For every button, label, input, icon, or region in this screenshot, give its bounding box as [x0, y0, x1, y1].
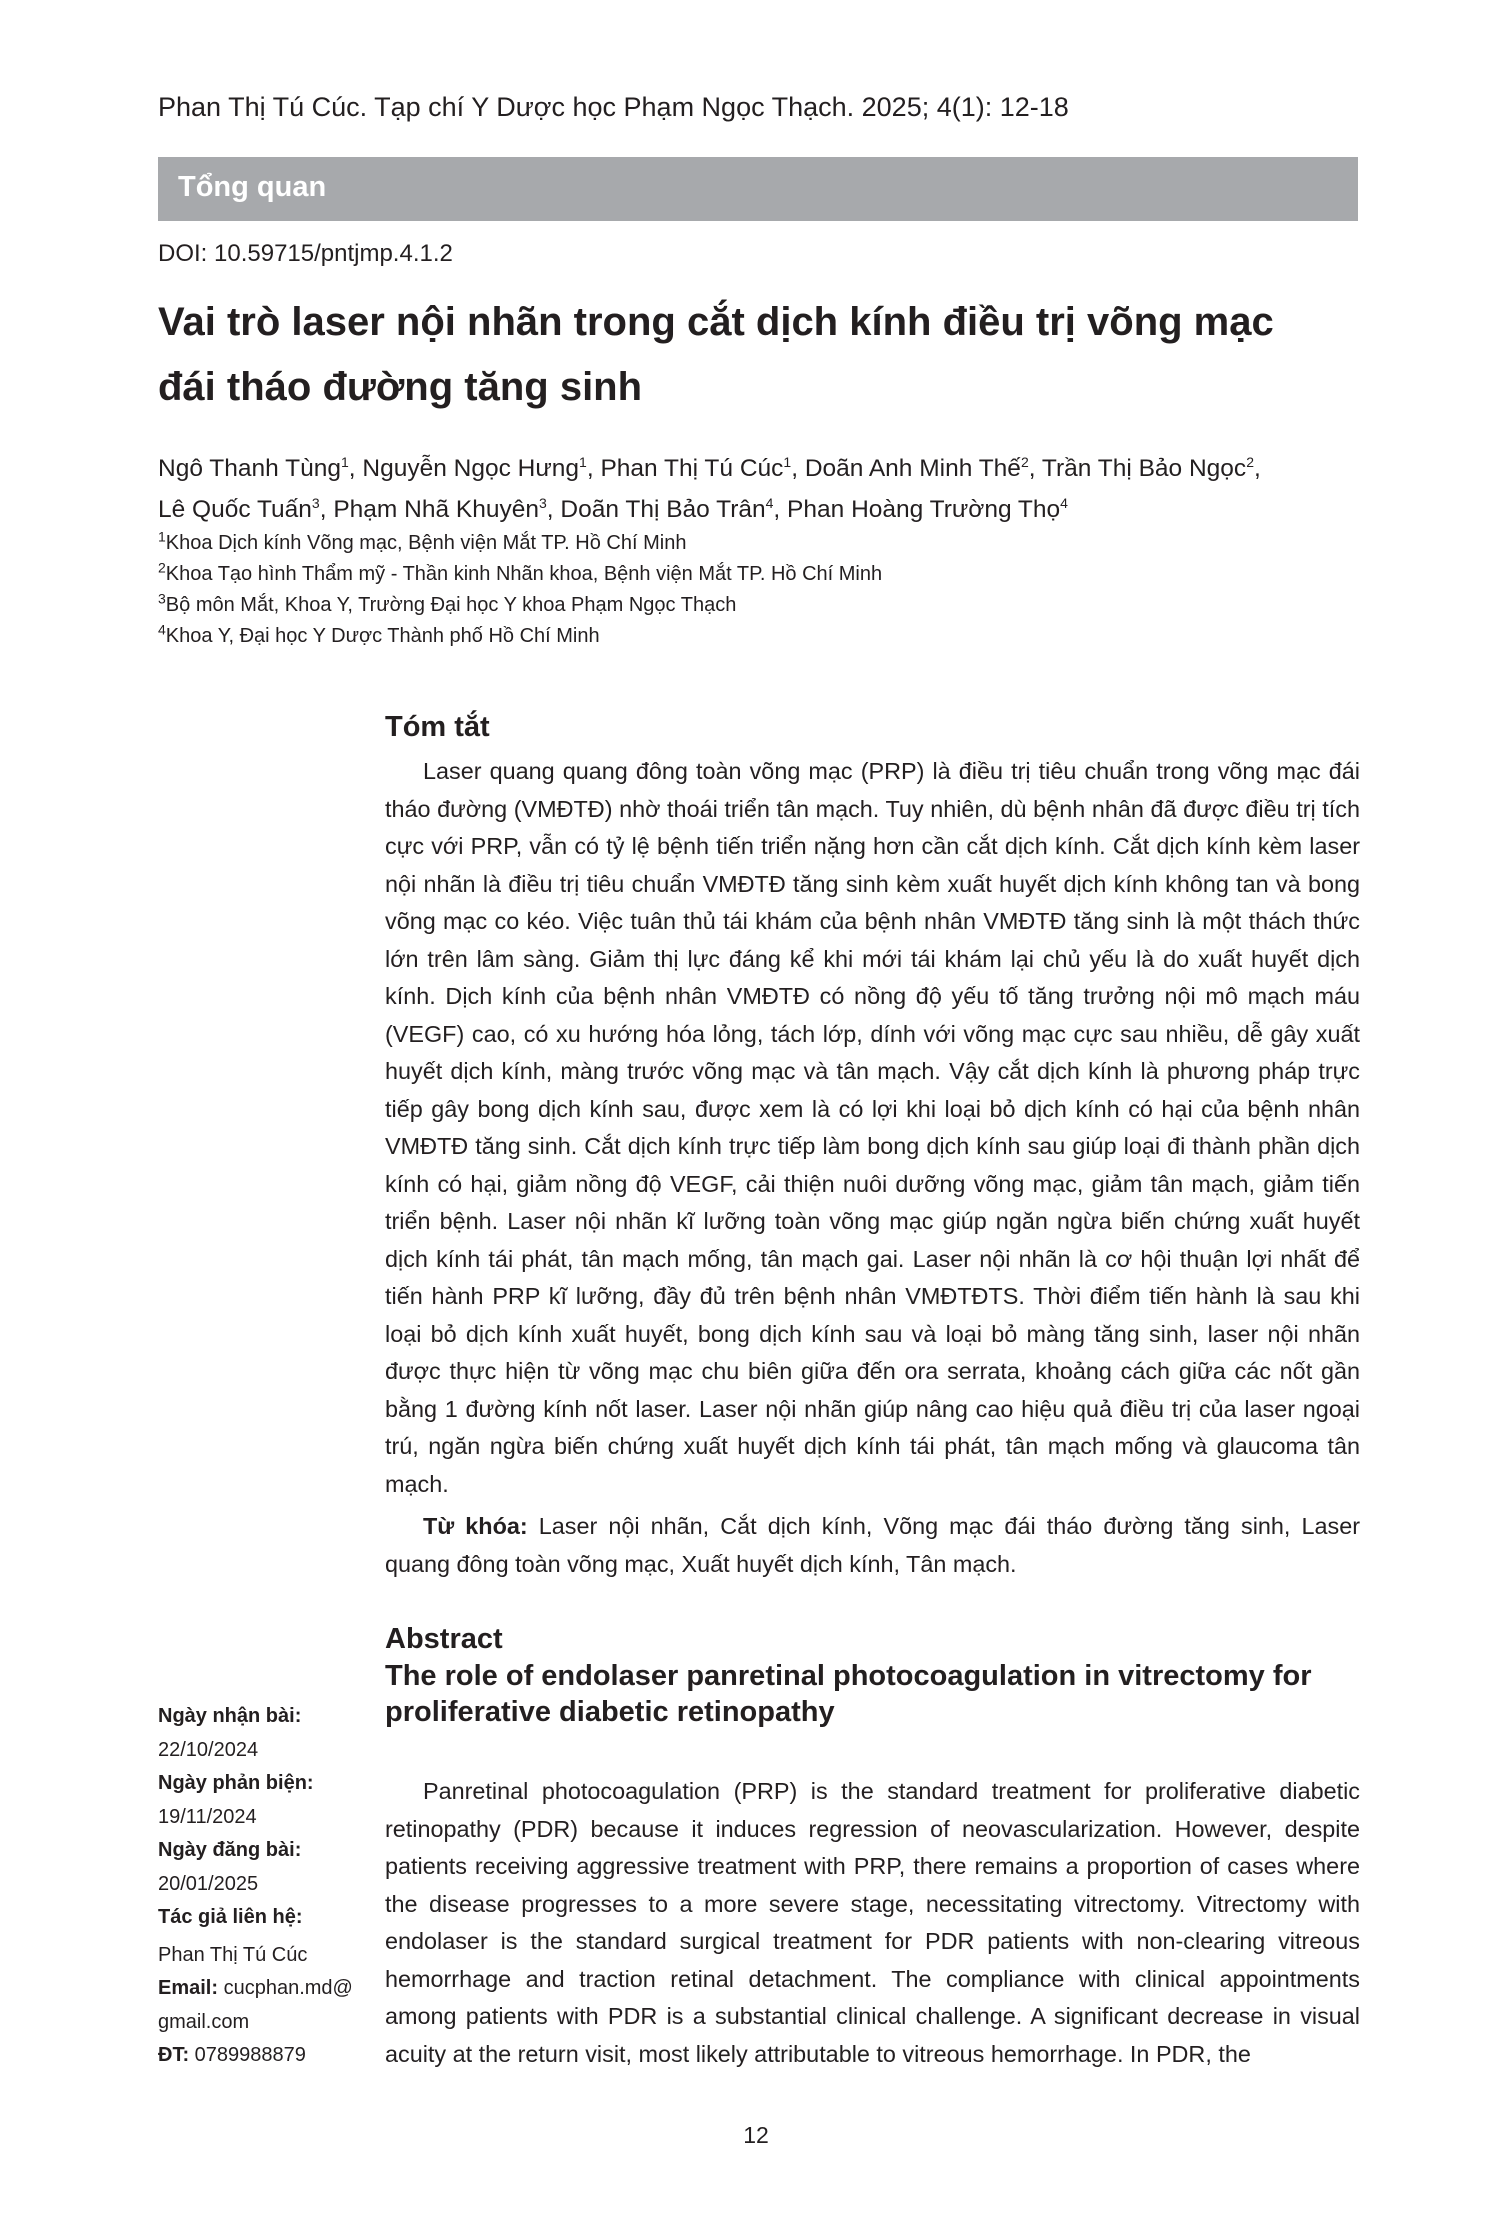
summary-paragraph	[385, 753, 1360, 1503]
email-line	[158, 1972, 378, 2006]
author-separator: ,	[1253, 455, 1261, 482]
author-name: Phan Thị Tú Cúc	[600, 455, 784, 482]
article-title	[158, 290, 1373, 420]
abstract-title-line: proliferative diabetic retinopathy	[385, 1696, 835, 1728]
section-label: Tổng quan	[178, 171, 327, 203]
published-date: 20/01/2025	[158, 1872, 259, 1895]
affiliation	[158, 621, 1358, 652]
author-name: Doãn Anh Minh Thế	[804, 455, 1021, 482]
affiliation-number: 4	[158, 621, 166, 638]
author-affiliation-mark: 3	[539, 494, 547, 511]
abstract-title-line: The role of endolaser panretinal photocoagulation in vitrectomy for	[385, 1660, 1312, 1692]
author-name: Doãn Thị Bảo Trân	[560, 496, 766, 523]
summary-text: Laser quang quang đông toàn võng mạc (PRP) là điều trị tiêu chuẩn trong võng mạc đái tháo đường (VMĐTĐ) nhờ thoái triển tân mạch. Tuy nhiên, dù bệnh nhân đã được điều trị tích cực với PRP, vẫn có tỷ lệ bệnh tiến triển nặng hơn cần cắt dịch kính. Cắt dịch kính kèm laser nội nhãn là điều trị tiêu chuẩn VMĐTĐ tăng sinh kèm xuất huyết dịch kính không tan và bong võng mạc co kéo. Việc tuân thủ tái khám của bệnh nhân VMĐTĐ tăng sinh là một thách thức lớn trên lâm sàng. Giảm thị lực đáng kể khi mới tái khám lại chủ yếu là do xuất huyết dịch kính. Dịch kính của bệnh nhân VMĐTĐ có nồng độ yếu tố tăng trưởng nội mô mạch máu (VEGF) cao, có xu hướng hóa lỏng, tách lớp, dính với võng mạc cực sau nhiều, dễ gây xuất huyết dịch kính, màng trước võng mạc và tân mạch. Vậy cắt dịch kính là phương pháp trực tiếp gây bong dịch kính sau, được xem là có lợi khi loại bỏ dịch kính có hại của bệnh nhân VMĐTĐ tăng sinh. Cắt dịch kính trực tiếp làm bong dịch kính sau giúp loại đi thành phần dịch kính có hại, giảm nồng độ VEGF, cải thiện nuôi dưỡng võng mạc, giảm tân mạch, giảm tiến triển bệnh. Laser nội nhãn kĩ lưỡng toàn võng mạc giúp ngăn ngừa biến chứng xuất huyết dịch kính tái phát, tân mạch mống, tân mạch gai. Laser nội nhãn là cơ hội thuận lợi nhất để tiến hành PRP kĩ lưỡng, đầy đủ trên bệnh nhân VMĐTĐTS. Thời điểm tiến hành là sau khi loại bỏ dịch kính xuất huyết, bong dịch kính sau và loại bỏ màng tăng sinh, laser nội nhãn được thực hiện từ võng mạc chu biên giữa đến ora serrata, khoảng cách giữa các nốt gần bằng 1 đường kính nốt laser. Laser nội nhãn giúp nâng cao hiệu quả điều trị của laser ngoại trú, ngăn ngừa biến chứng xuất huyết dịch kính tái phát, tân mạch mống và glaucoma tân mạch.	[385, 758, 1360, 1497]
author-name: Lê Quốc Tuấn	[158, 496, 312, 523]
author-name: Trần Thị Bảo Ngọc	[1041, 455, 1247, 482]
review-label: Ngày phản biện:	[158, 1772, 314, 1794]
affiliation	[158, 590, 1358, 621]
affiliation-number: 2	[158, 559, 166, 576]
review-date: 19/11/2024	[158, 1805, 257, 1828]
author-affiliation-mark: 1	[340, 453, 349, 470]
abstract-title	[385, 1658, 1370, 1730]
author-separator: ,	[791, 455, 805, 482]
published-label: Ngày đăng bài:	[158, 1839, 302, 1861]
author-affiliation-mark: 2	[1020, 453, 1029, 470]
email-value: cucphan.md@	[223, 1977, 353, 1999]
affiliation-number: 1	[158, 528, 166, 545]
author-separator: ,	[773, 496, 788, 523]
author-list	[158, 448, 1378, 530]
corresponding-author: Phan Thị Tú Cúc	[158, 1943, 308, 1966]
affiliation-list	[158, 528, 1358, 652]
author-affiliation-mark: 3	[311, 494, 320, 511]
received-date: 22/10/2024	[158, 1738, 259, 1761]
author-separator: ,	[586, 455, 601, 482]
affiliation	[158, 528, 1358, 559]
phone-value: 0789988879	[194, 2044, 306, 2066]
affiliation-text: Bộ môn Mắt, Khoa Y, Trường Đại học Y khoa Phạm Ngọc Thạch	[165, 594, 737, 616]
summary-heading: Tóm tắt	[385, 711, 490, 743]
abstract-heading: Abstract	[385, 1623, 503, 1655]
author-affiliation-mark: 1	[579, 453, 587, 470]
phone-line	[158, 2039, 378, 2073]
author-name: Ngô Thanh Tùng	[158, 455, 341, 482]
author-affiliation-mark: 1	[783, 453, 792, 470]
author-name: Phan Hoàng Trường Thọ	[787, 496, 1061, 523]
author-separator: ,	[1028, 455, 1042, 482]
doi: DOI: 10.59715/pntjmp.4.1.2	[158, 240, 453, 267]
email-value-continued: gmail.com	[158, 2010, 250, 2033]
author-name: Nguyễn Ngọc Hưng	[362, 455, 580, 482]
page-number: 12	[743, 2122, 769, 2148]
author-affiliation-mark: 2	[1246, 453, 1254, 470]
author-separator: ,	[319, 496, 334, 523]
email-label: Email:	[158, 1977, 219, 1999]
article-title-line: đái tháo đường tăng sinh	[158, 365, 643, 409]
affiliation-text: Khoa Tạo hình Thẩm mỹ - Thần kinh Nhãn khoa, Bệnh viện Mắt TP. Hồ Chí Minh	[165, 563, 883, 585]
author-name: Phạm Nhã Khuyên	[333, 496, 539, 523]
author-affiliation-mark: 4	[1060, 494, 1068, 511]
received-label: Ngày nhận bài:	[158, 1705, 302, 1727]
section-band	[158, 157, 1358, 221]
journal-citation: Phan Thị Tú Cúc. Tạp chí Y Dược học Phạm Ngọc Thạch. 2025; 4(1): 12-18	[158, 92, 1069, 122]
phone-label: ĐT:	[158, 2044, 190, 2066]
article-title-line: Vai trò laser nội nhãn trong cắt dịch kính điều trị võng mạc	[158, 300, 1274, 344]
keywords-text: Laser nội nhãn, Cắt dịch kính, Võng mạc đái tháo đường tăng sinh, Laser quang đông toàn võng mạc, Xuất huyết dịch kính, Tân mạch.	[385, 1513, 1360, 1577]
author-separator: ,	[348, 455, 363, 482]
abstract-paragraph	[385, 1773, 1360, 2073]
abstract-text: Panretinal photocoagulation (PRP) is the standard treatment for proliferative diabetic retinopathy (PDR) because it induces regression of neovascularization. However, despite patients receiving aggressive treatment with PRP, there remains a proportion of cases where the disease progresses to a more severe stage, necessitating vitrectomy. Vitrectomy with endolaser is the standard surgical treatment for PDR patients with non-clearing vitreous hemorrhage and traction retinal detachment. The compliance with clinical appointments among patients with PDR is a substantial clinical challenge. A significant decrease in visual acuity at the return visit, most likely attributable to vitreous hemorrhage. In PDR, the	[385, 1778, 1360, 2067]
article-info-sidebar	[158, 1700, 378, 2073]
corresponding-label: Tác giả liên hệ:	[158, 1906, 303, 1928]
affiliation-text: Khoa Y, Đại học Y Dược Thành phố Hồ Chí Minh	[165, 625, 600, 647]
affiliation-text: Khoa Dịch kính Võng mạc, Bệnh viện Mắt TP. Hồ Chí Minh	[165, 532, 687, 554]
author-affiliation-mark: 4	[765, 494, 774, 511]
keywords-label: Từ khóa:	[423, 1513, 528, 1539]
keywords-paragraph	[385, 1508, 1360, 1583]
author-separator: ,	[546, 496, 561, 523]
affiliation	[158, 559, 1358, 590]
affiliation-number: 3	[158, 590, 166, 607]
